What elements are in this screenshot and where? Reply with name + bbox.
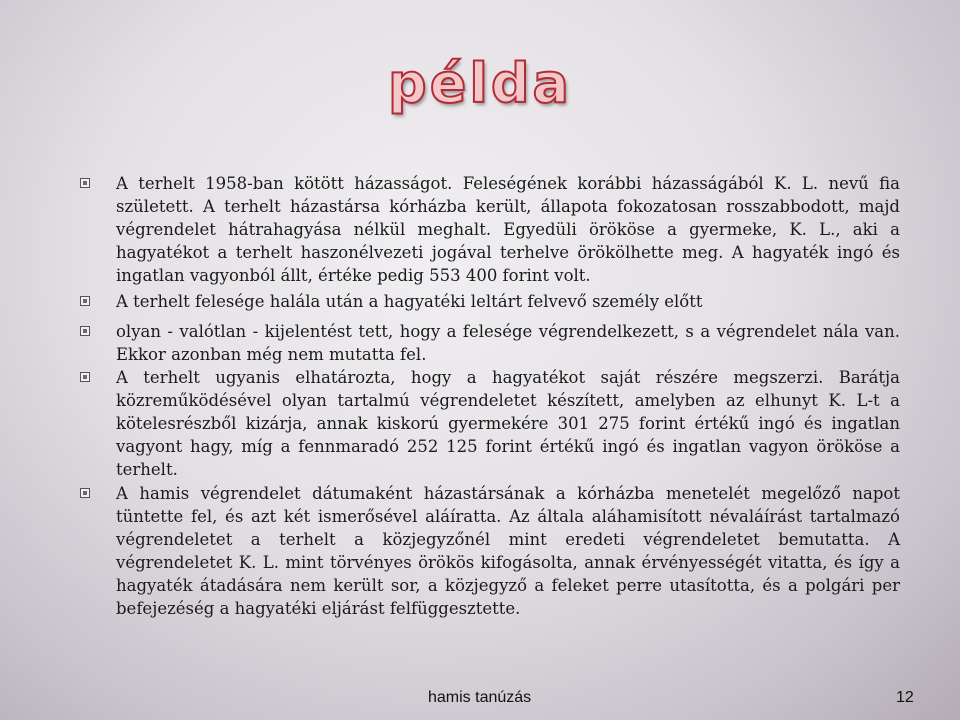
bullet-text: A hamis végrendelet dátumaként házastársának a kórházba menetelét megelőző napot tüntette fel, és azt két ismerősével aláíratta. Az általa aláhamisított névaláírást tartalmazó végrendeletet a terhelt a közjegyzőnél mint eredeti végrendeletet bemutatta. A végrendeletet K. L. mint törvényes örökös kifogásolta, annak érvényességét vitatta, és így a hagyaték átadására nem került sor, a közjegyző a feleket perre utasította, és a polgári per befejezéség a hagyatéki eljárást felfüggesztette. <box>116 484 900 618</box>
footer-title: hamis tanúzás <box>428 689 532 706</box>
bullet-item-5 <box>116 482 900 620</box>
page-number: 12 <box>896 689 914 706</box>
bullet-text: A terhelt ugyanis elhatározta, hogy a hagyatékot saját részére megszerzi. Barátja közreműködésével olyan tartalmú végrendeletet készített, amelyben az elhunyt K. L-t a kötelesrészből kizárja, annak kiskorú gyermekére 301 275 forint értékű ingó és ingatlan vagyont hagy, míg a fennmaradó 252 125 forint értékű ingó és ingatlan vagyon örököse a terhelt. <box>116 368 900 479</box>
bullet-item-4 <box>116 366 900 481</box>
square-bullet-icon <box>80 178 90 188</box>
bullet-item-3 <box>116 320 900 366</box>
square-bullet-icon <box>80 326 90 336</box>
bullet-item-2 <box>116 290 900 313</box>
square-bullet-icon <box>80 488 90 498</box>
slide-title: példa <box>388 52 572 115</box>
bullet-text: olyan - valótlan - kijelentést tett, hogy a felesége végrendelkezett, s a végrendelet nála van. Ekkor azonban még nem mutatta fel. <box>116 322 900 364</box>
bullet-item-1 <box>116 172 900 287</box>
bullet-text: A terhelt felesége halála után a hagyatéki leltárt felvevő személy előtt <box>116 292 703 311</box>
square-bullet-icon <box>80 372 90 382</box>
square-bullet-icon <box>80 296 90 306</box>
bullet-text: A terhelt 1958-ban kötött házasságot. Feleségének korábbi házasságából K. L. nevű fia született. A terhelt házastársa kórházba került, állapota fokozatosan rosszabbodott, majd végrendelet hátrahagyása nélkül meghalt. Egyedüli örököse a gyermeke, K. L., aki a hagyatékot a terhelt haszonélvezeti jogával terhelve örökölhette meg. A hagyaték ingó és ingatlan vagyonból állt, értéke pedig 553 400 forint volt. <box>116 174 900 285</box>
